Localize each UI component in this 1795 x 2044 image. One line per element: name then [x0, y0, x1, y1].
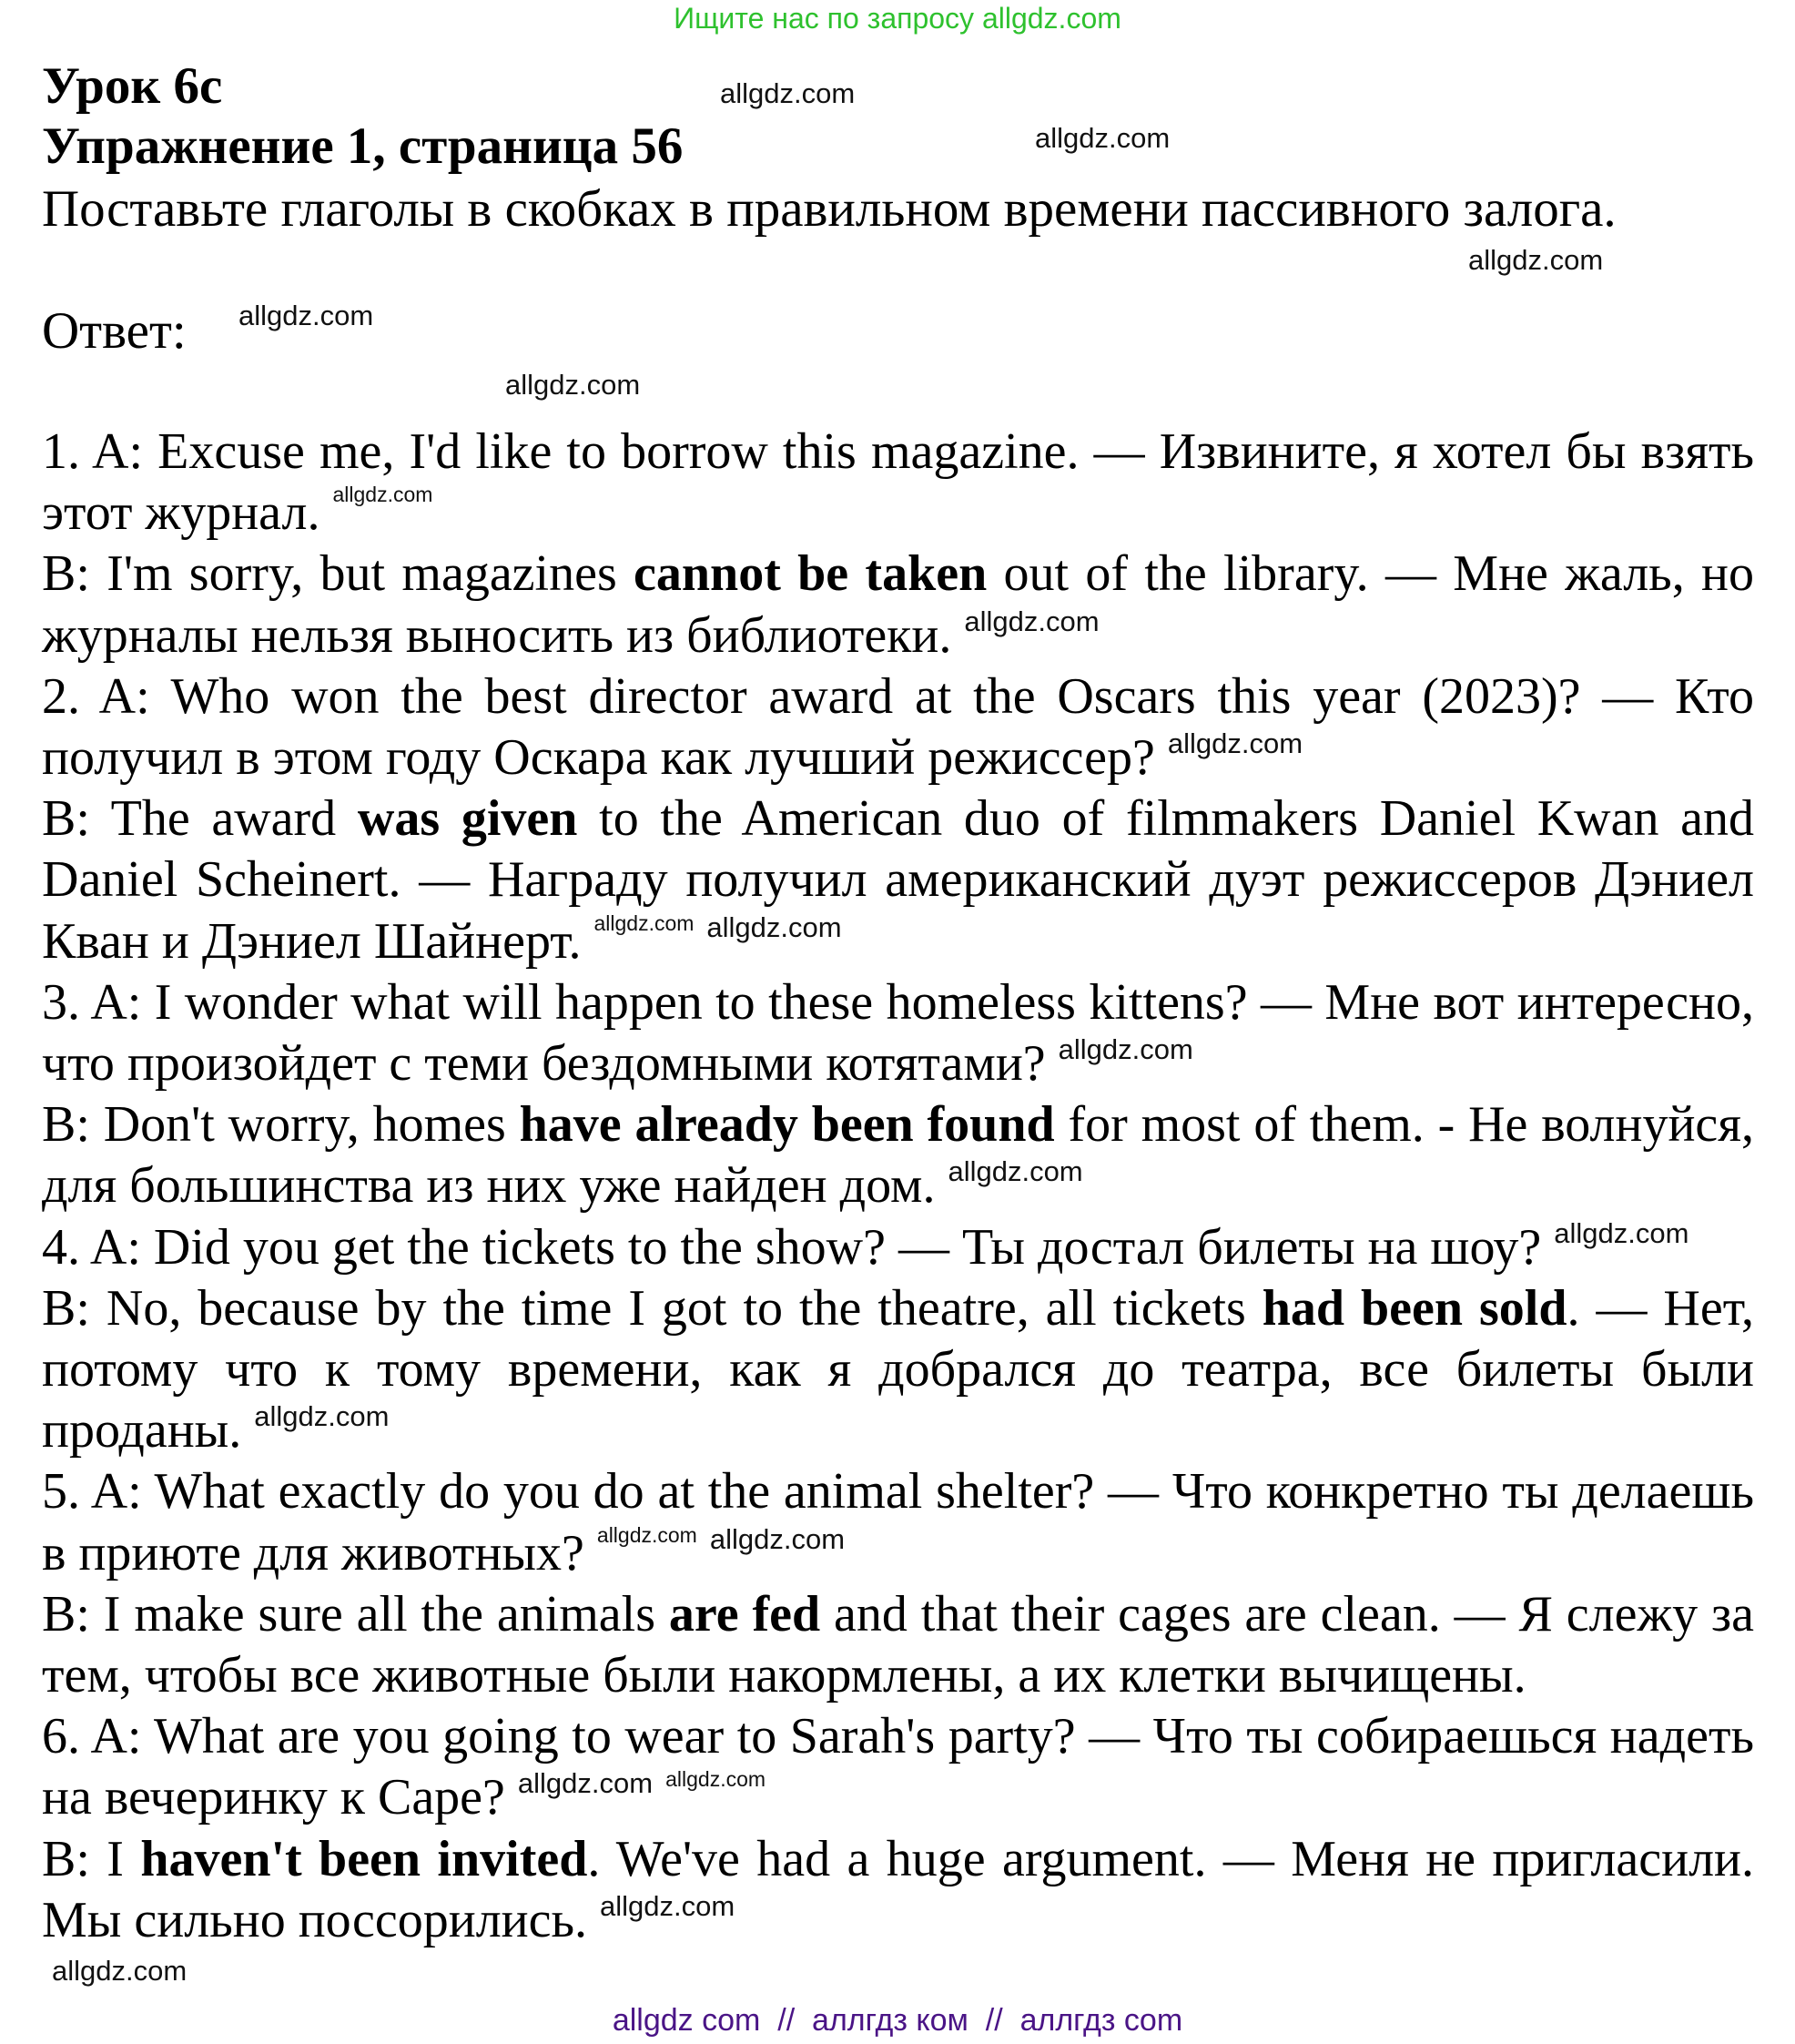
item-6-b: B: I haven't been invited. We've had a huge argument. — Меня не пригласили. Мы сильно поссорились. $^{allgdz.com}$	[42, 1830, 1755, 1948]
answer-verb: are fed	[668, 1585, 821, 1642]
watermark: allgdz.com	[517, 1767, 654, 1800]
watermark: allgdz.com	[964, 605, 1100, 637]
item-5-a: 5. A: What exactly do you do at the animal shelter? — Что конкретно ты делаешь в приюте для животных? $^{allgdz.com}$ $^{allgdz.com}$	[42, 1463, 1754, 1581]
watermark: allgdz.com	[948, 1155, 1083, 1188]
answer-label: Ответ:	[42, 302, 187, 360]
watermark: allgdz.com	[596, 1522, 697, 1547]
answer-verb: had been sold	[1262, 1279, 1567, 1337]
item-3-b: B: Don't worry, homes have already been found for most of them. - Не волнуйся, для большинства из них уже найден дом. $^{allgdz.com}$	[42, 1096, 1755, 1215]
watermark: allgdz.com	[706, 910, 842, 943]
task-text: Поставьте глаголы в скобках в правильном времени пассивного залога.	[42, 180, 1617, 238]
item-4-b: B: No, because by the time I got to the theatre, all tickets had been sold. — Нет, потому что к тому времени, как я добрался до театра, все билеты были проданы. $^{allgdz.com}$	[42, 1279, 1754, 1459]
lesson-title: Урок 6с	[42, 57, 223, 115]
watermark: allgdz.com	[720, 77, 856, 109]
item-5-b: B: I make sure all the animals are fed and that their cages are clean. — Я слежу за тем, чтобы все животные были накормлены, а их клетки вычищены.	[42, 1585, 1754, 1704]
watermark: allgdz.com	[238, 300, 374, 331]
watermark: allgdz.com	[709, 1522, 846, 1555]
item-6-a: 6. A: What are you going to wear to Sarah's party? — Что ты собираешься надеть на вечеринку к Саре? $^{allgdz.com}$ $^{allgdz.com}$	[42, 1708, 1754, 1826]
watermark: allgdz.com	[1058, 1033, 1193, 1066]
item-1-a: 1. A: Excuse me, I'd like to borrow this magazine. — Извините, я хотел бы взять этот журнал. $^{allgdz.com}$	[42, 423, 1754, 542]
watermark: allgdz.com	[254, 1400, 390, 1433]
search-banner: Ищите нас по запросу allgdz.com	[674, 2, 1121, 35]
watermark: allgdz.com	[1167, 727, 1303, 760]
item-4-a: 4. A: Did you get the tickets to the show? — Ты достал билеты на шоу? $^{allgdz.com}$	[42, 1216, 1689, 1276]
footer-links: allgdz com // аллгдз ком // аллгдз com	[612, 2003, 1183, 2039]
item-2-b: B: The award was given to the American duo of filmmakers Daniel Kwan and Daniel Scheinert. — Награду получил американский дуэт режиссеров Дэниел Кван и Дэниел Шайнерт. $^{allgdz.com}$ $^{allgdz.com}$	[42, 790, 1755, 970]
watermark: allgdz.com	[593, 910, 695, 935]
item-2-a: 2. A: Who won the best director award at the Oscars this year (2023)? — Кто получил в этом году Оскара как лучший режиссер? $^{allgdz.com}$	[42, 667, 1754, 787]
watermark: allgdz.com	[332, 483, 433, 507]
answer-verb: haven't been invited	[140, 1830, 588, 1887]
answer-verb: have already been found	[519, 1096, 1055, 1154]
watermark: allgdz.com	[52, 1955, 188, 1988]
answer-verb: was given	[357, 790, 578, 848]
answer-verb: cannot be taken	[634, 545, 988, 603]
item-1-b: B: I'm sorry, but magazines cannot be taken out of the library. — Мне жаль, но журналы нельзя выносить из библиотеки. $^{allgdz.com}$	[42, 545, 1754, 664]
item-3-a: 3. A: I wonder what will happen to these homeless kittens? — Мне вот интересно, что произойдет с теми бездомными котятами? $^{allgdz.com}$	[42, 973, 1754, 1093]
watermark: allgdz.com	[1035, 122, 1171, 154]
watermark: allgdz.com	[1554, 1216, 1689, 1249]
exercise-title: Упражнение 1, страница 56	[42, 117, 684, 175]
watermark: allgdz.com	[505, 369, 641, 401]
watermark: allgdz.com	[1468, 244, 1604, 276]
watermark: allgdz.com	[665, 1767, 766, 1792]
answer-content	[42, 422, 1754, 1951]
watermark: allgdz.com	[600, 1889, 735, 1922]
